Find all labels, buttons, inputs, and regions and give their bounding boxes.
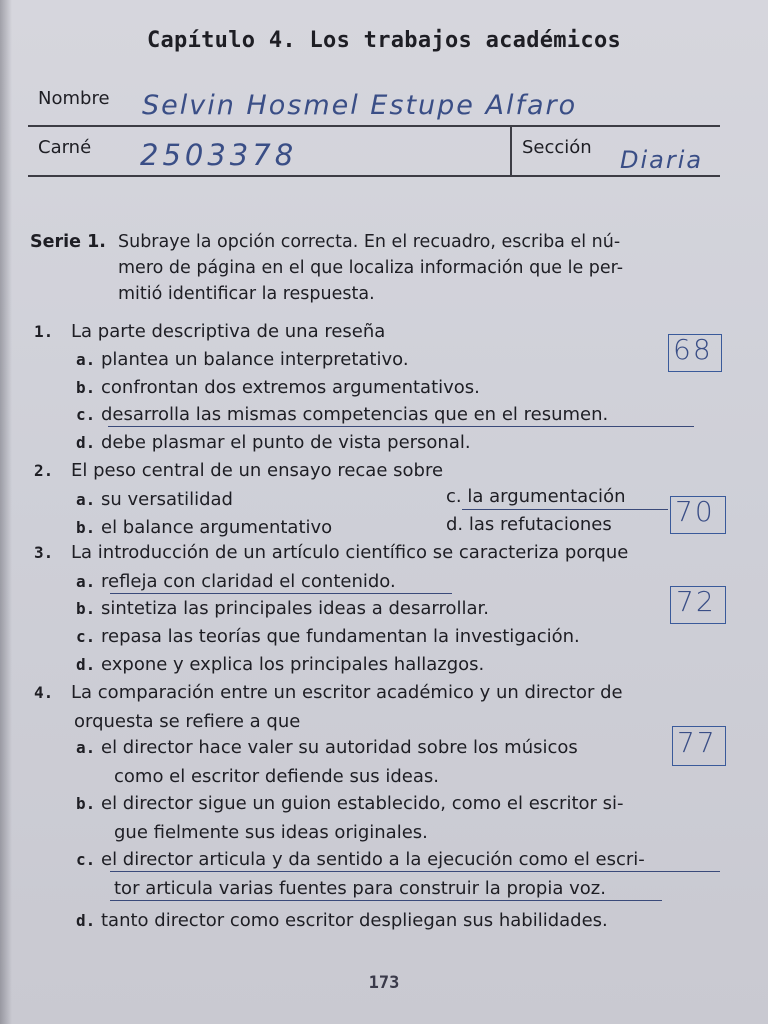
- option-2a[interactable]: [76, 488, 233, 512]
- option-letter: d.: [76, 433, 96, 452]
- page-answer: 77: [677, 726, 717, 759]
- option-1c[interactable]: [76, 403, 608, 427]
- option-text: expone y explica los principales hallazgos.: [101, 654, 485, 675]
- answer-underline: [108, 426, 694, 427]
- option-4a[interactable]: [76, 736, 578, 760]
- serie-instructions: [30, 229, 720, 304]
- seccion-handwritten: Diaria: [620, 146, 704, 174]
- option-letter: c.: [76, 405, 96, 424]
- option-4a-cont: como el escritor defiende sus ideas.: [114, 766, 439, 787]
- question-2: [34, 459, 443, 483]
- option-letter: d.: [76, 655, 96, 674]
- seccion-label: Sección: [522, 137, 592, 158]
- question-stem: La introducción de un artículo científico se caracteriza porque: [71, 542, 629, 563]
- option-text: debe plasmar el punto de vista personal.: [101, 432, 471, 453]
- option-text: el director hace valer su autoridad sobre los músicos: [101, 737, 578, 758]
- answer-underline: [110, 593, 452, 594]
- page-answer: 70: [675, 495, 715, 528]
- nombre-line: [28, 125, 720, 127]
- answer-underline: [462, 509, 668, 510]
- question-number: 1.: [34, 322, 54, 341]
- answer-underline: [110, 871, 720, 872]
- page-edge-shadow: [0, 0, 12, 1024]
- question-stem: La parte descriptiva de una reseña: [71, 321, 386, 342]
- option-4c[interactable]: [76, 848, 645, 872]
- option-text: repasa las teorías que fundamentan la investigación.: [101, 626, 580, 647]
- option-4d[interactable]: [76, 909, 608, 933]
- option-3b[interactable]: [76, 597, 489, 621]
- page-answer: 72: [676, 585, 716, 618]
- option-text: sintetiza las principales ideas a desarrollar.: [101, 598, 489, 619]
- question-stem: El peso central de un ensayo recae sobre: [71, 460, 444, 481]
- chapter-title: Capítulo 4. Los trabajos académicos: [146, 28, 622, 53]
- page-number: 173: [368, 973, 400, 993]
- option-text: tanto director como escritor despliegan sus habilidades.: [101, 910, 608, 931]
- option-4b-cont: gue fielmente sus ideas originales.: [114, 822, 428, 843]
- carne-line: [28, 175, 720, 177]
- option-letter: a.: [76, 490, 96, 509]
- instruction-line: mitió identificar la respuesta.: [118, 284, 375, 304]
- answer-underline: [110, 900, 662, 901]
- question-number: 3.: [34, 543, 54, 562]
- question-4: [34, 681, 623, 705]
- option-letter: b.: [76, 378, 96, 397]
- option-letter: a.: [76, 350, 96, 369]
- option-4c-cont: tor articula varias fuentes para construir la propia voz.: [114, 878, 606, 899]
- instruction-text: [118, 229, 723, 307]
- option-text: la argumentación: [467, 486, 626, 507]
- option-2d[interactable]: [446, 513, 612, 537]
- option-letter: a.: [76, 572, 96, 591]
- option-text: el director articula y da sentido a la ejecución como el escri-: [101, 849, 645, 870]
- option-letter: c.: [76, 850, 96, 869]
- option-text: refleja con claridad el contenido.: [101, 571, 396, 592]
- option-letter: d.: [446, 514, 464, 535]
- option-text: confrontan dos extremos argumentativos.: [101, 377, 480, 398]
- option-text: plantea un balance interpretativo.: [101, 349, 409, 370]
- option-3d[interactable]: [76, 653, 484, 677]
- form-divider: [510, 126, 512, 176]
- option-text: el director sigue un guion establecido, como el escritor si-: [101, 793, 624, 814]
- option-letter: c.: [76, 627, 96, 646]
- question-4-stem-cont: orquesta se refiere a que: [74, 711, 301, 732]
- option-1a[interactable]: [76, 348, 409, 372]
- question-1: [34, 320, 385, 344]
- option-2c[interactable]: [446, 485, 625, 509]
- option-3c[interactable]: [76, 625, 580, 649]
- nombre-handwritten: Selvin Hosmel Estupe Alfaro: [142, 90, 578, 121]
- option-letter: c.: [446, 486, 462, 507]
- option-text: el balance argumentativo: [101, 517, 333, 538]
- question-3: [34, 541, 628, 565]
- question-stem: La comparación entre un escritor académico y un director de: [71, 682, 623, 703]
- option-2b[interactable]: [76, 516, 332, 540]
- option-1d[interactable]: [76, 431, 471, 455]
- nombre-label: Nombre: [38, 88, 110, 109]
- option-letter: a.: [76, 738, 96, 757]
- carne-handwritten: 2503378: [140, 138, 298, 172]
- option-text: su versatilidad: [101, 489, 233, 510]
- option-letter: b.: [76, 794, 96, 813]
- option-text: las refutaciones: [468, 514, 612, 535]
- instruction-line: mero de página en el que localiza información que le per-: [118, 258, 624, 278]
- option-letter: b.: [76, 599, 96, 618]
- question-number: 2.: [34, 461, 54, 480]
- question-number: 4.: [34, 683, 54, 702]
- carne-label: Carné: [38, 137, 92, 158]
- page-answer: 68: [673, 333, 713, 366]
- option-1b[interactable]: [76, 376, 480, 400]
- option-letter: b.: [76, 518, 96, 537]
- option-letter: d.: [76, 911, 96, 930]
- instruction-line: Subraye la opción correcta. En el recuadro, escriba el nú-: [118, 232, 621, 252]
- option-4b[interactable]: [76, 792, 624, 816]
- option-3a[interactable]: [76, 570, 396, 594]
- serie-label: Serie 1.: [30, 232, 106, 252]
- option-text: desarrolla las mismas competencias que en el resumen.: [101, 404, 609, 425]
